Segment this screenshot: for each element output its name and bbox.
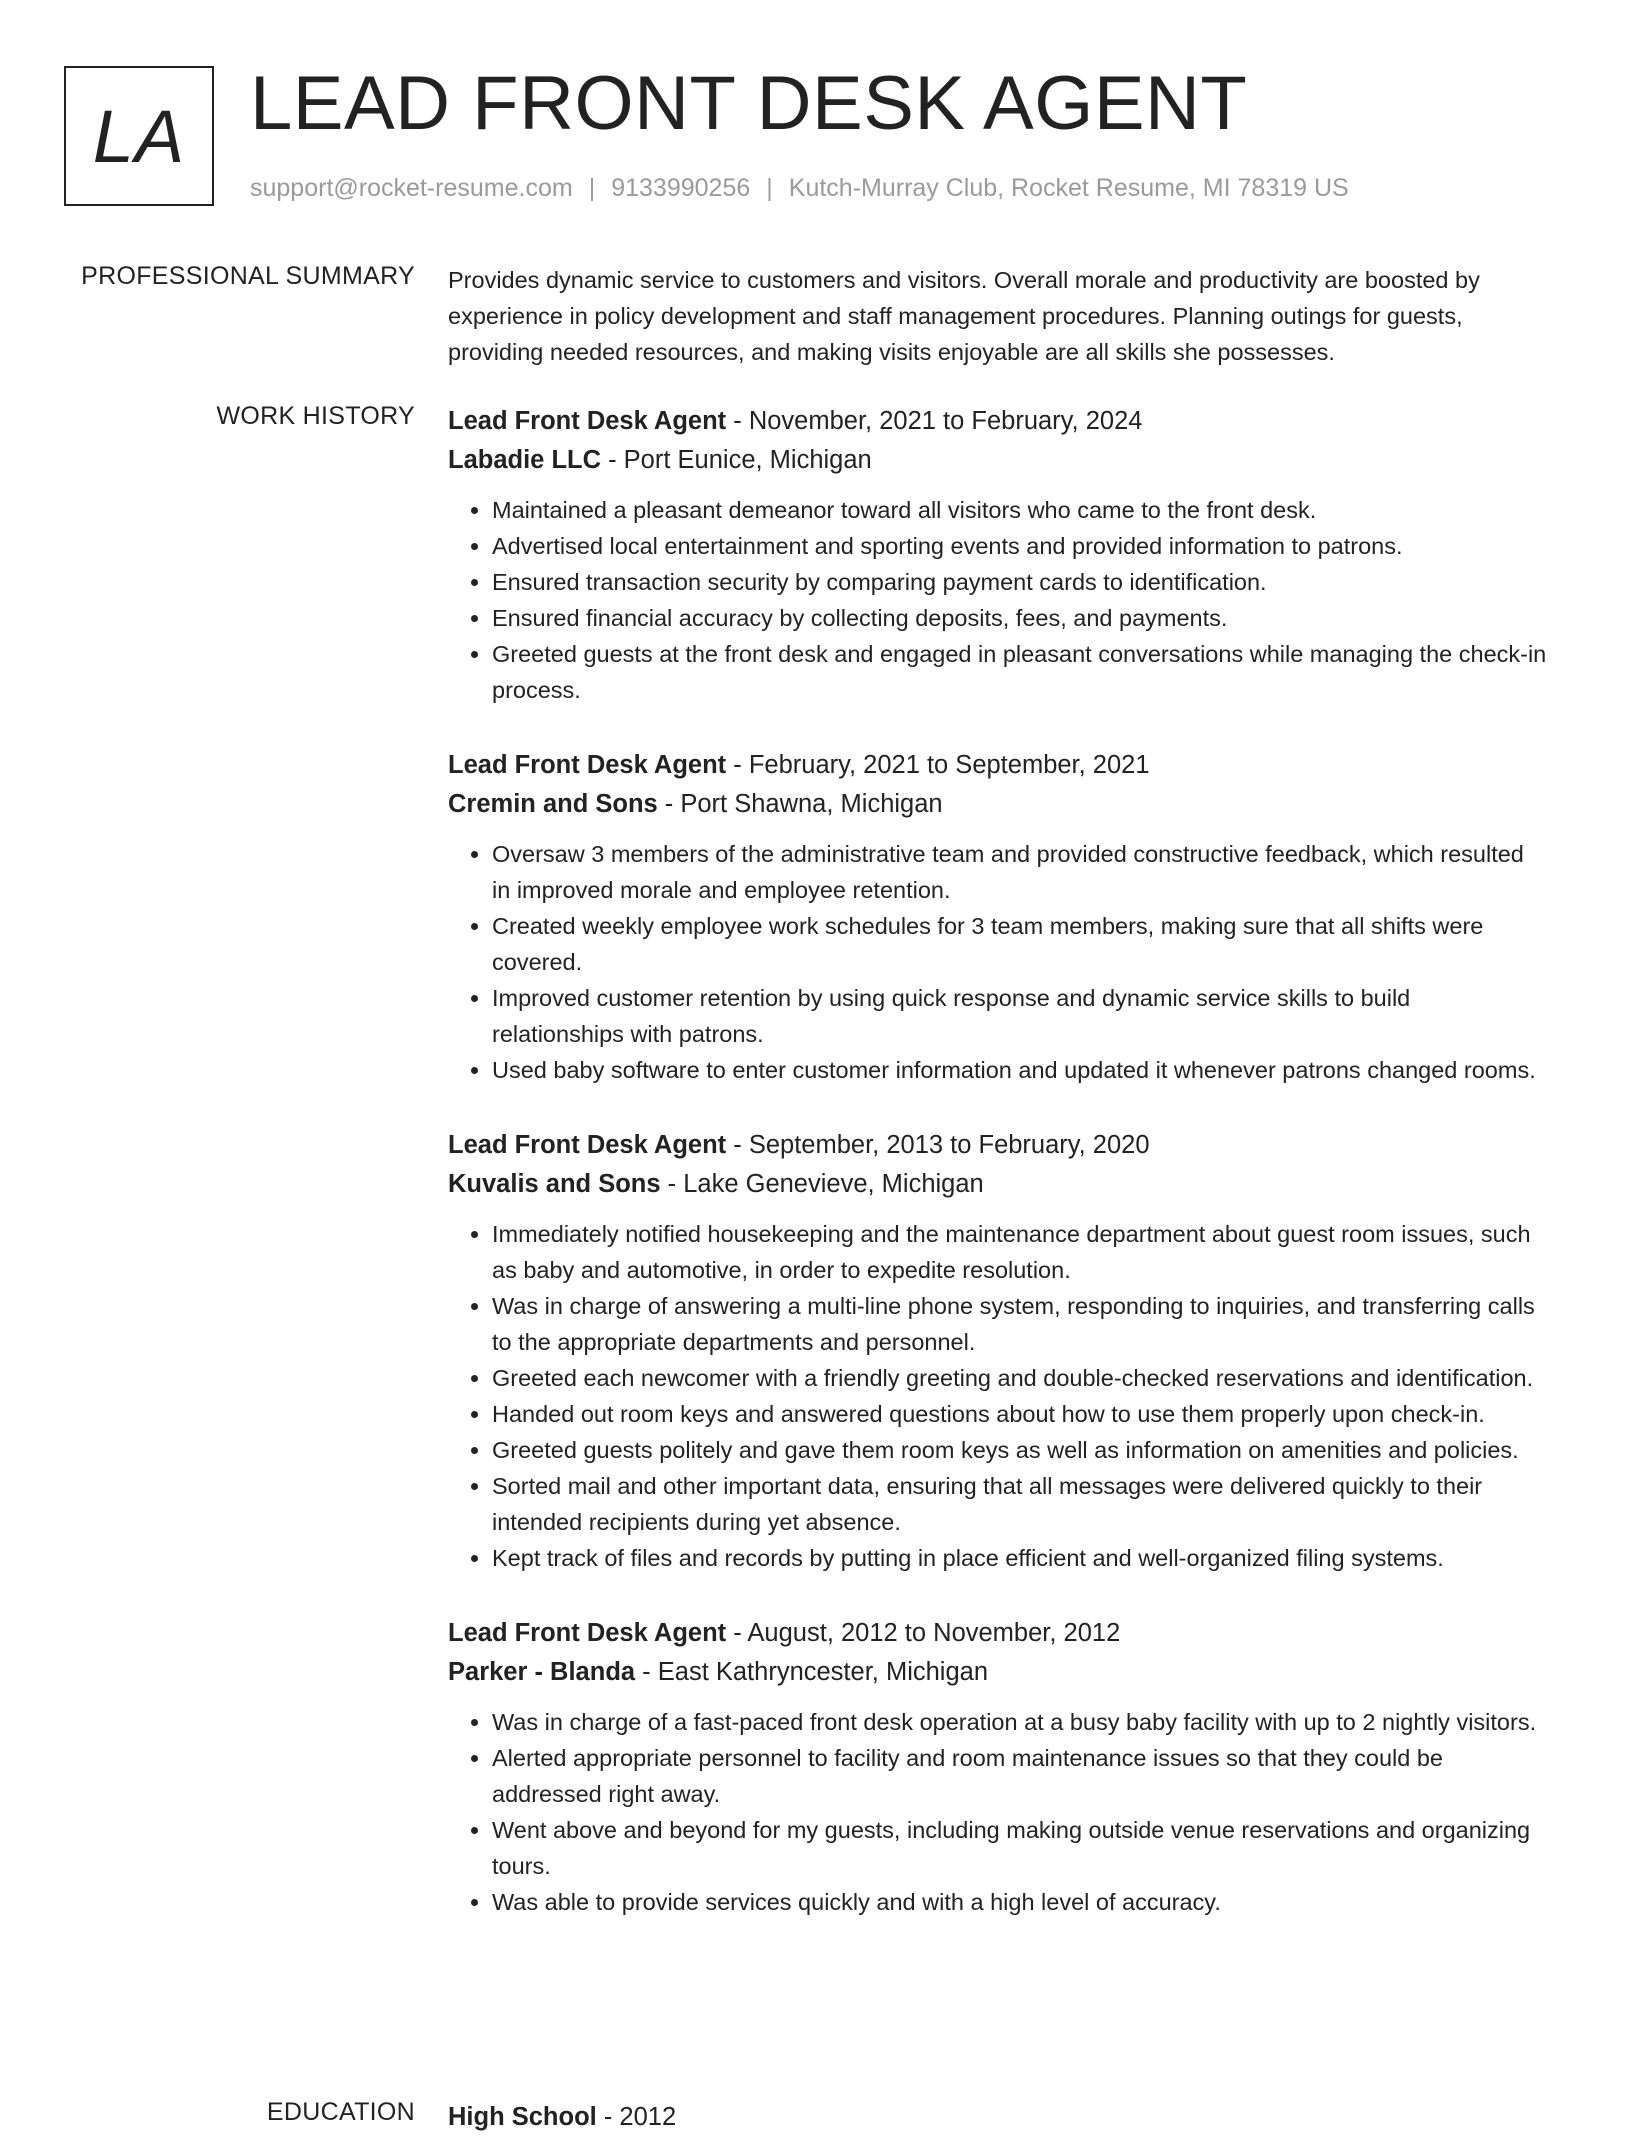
contact-separator: | (588, 174, 596, 202)
summary-text: Provides dynamic service to customers and visitors. Overall morale and productivity are boosted by experience in policy development and staff management procedures. Planning outings for guests, providing needed resources, and making visits enjoyable are all skills she possesses. (448, 267, 1480, 365)
job-dates: - August, 2012 to November, 2012 (726, 1619, 1121, 1647)
job-bullet-list (448, 836, 1548, 1088)
job-entry (448, 402, 1548, 708)
contact-separator: | (766, 174, 773, 202)
job-entry (448, 1614, 1548, 1920)
job-bullet: • Handed out room keys and answered questions about how to use them properly upon check-in. (492, 1396, 1548, 1432)
job-bullet: • Greeted each newcomer with a friendly greeting and double-checked reservations and identification. (492, 1360, 1548, 1396)
job-bullet: • Immediately notified housekeeping and the maintenance department about guest room issues, such as baby and automotive, in order to expedite resolution. (492, 1216, 1548, 1288)
job-company: Labadie LLC (448, 446, 602, 474)
job-company-line (448, 785, 1548, 824)
job-bullet: • Ensured financial accuracy by collecting deposits, fees, and payments. (492, 600, 1548, 636)
job-dates: - November, 2021 to February, 2024 (726, 407, 1143, 435)
job-bullet: • Went above and beyond for my guests, including making outside venue reservations and organizing tours. (492, 1812, 1548, 1884)
job-company: Cremin and Sons (448, 790, 658, 818)
job-company: Parker - Blanda (448, 1658, 636, 1686)
job-title: Lead Front Desk Agent (448, 751, 727, 779)
job-location: - Lake Genevieve, Michigan (660, 1170, 984, 1198)
education-line (448, 2098, 1548, 2137)
contact-address: Kutch-Murray Club, Rocket Resume, MI 78319 US (788, 174, 1349, 202)
job-bullet: • Improved customer retention by using quick response and dynamic service skills to build relationships with patrons. (492, 980, 1548, 1052)
job-title-line (448, 1614, 1548, 1653)
contact-phone: 9133990256 (611, 174, 751, 202)
job-title-line (448, 746, 1548, 785)
job-dates: - September, 2013 to February, 2020 (726, 1131, 1150, 1159)
resume-header (64, 61, 1572, 216)
job-bullet: • Greeted guests politely and gave them room keys as well as information on amenities and policies. (492, 1432, 1548, 1468)
job-bullet-list (448, 1216, 1548, 1576)
job-bullet: • Greeted guests at the front desk and engaged in pleasant conversations while managing the check-in process. (492, 636, 1548, 708)
job-company: Kuvalis and Sons (448, 1170, 661, 1198)
job-bullet-list (448, 1704, 1548, 1920)
job-bullet: • Was in charge of a fast-paced front desk operation at a busy baby facility with up to 2 nightly visitors. (492, 1704, 1548, 1740)
job-bullet: • Kept track of files and records by putting in place efficient and well-organized filing systems. (492, 1540, 1548, 1576)
monogram-logo: LA (64, 66, 214, 206)
job-company-line (448, 1653, 1548, 1692)
job-title-line (448, 402, 1548, 441)
education-year: - 2012 (596, 2103, 677, 2131)
job-title: Lead Front Desk Agent (448, 1131, 727, 1159)
job-entry (448, 746, 1548, 1088)
job-company-line (448, 1165, 1548, 1204)
education-body (448, 2098, 1548, 2137)
section-label-summary: PROFESSIONAL SUMMARY (81, 262, 415, 290)
job-bullet: • Alerted appropriate personnel to facility and room maintenance issues so that they could be addressed right away. (492, 1740, 1548, 1812)
job-company-line (448, 441, 1548, 480)
work-history-body (448, 402, 1548, 1958)
job-bullet: • Sorted mail and other important data, ensuring that all messages were delivered quickly to their intended recipients during yet absence. (492, 1468, 1548, 1540)
job-title: Lead Front Desk Agent (448, 1619, 727, 1647)
job-bullet-list (448, 492, 1548, 708)
contact-line (250, 174, 1349, 203)
job-bullet: • Created weekly employee work schedules for 3 team members, making sure that all shifts were covered. (492, 908, 1548, 980)
job-location: - Port Shawna, Michigan (657, 790, 943, 818)
job-entry (448, 1126, 1548, 1576)
contact-email: support@rocket-resume.com (250, 174, 573, 202)
section-label-education: EDUCATION (266, 2098, 415, 2126)
job-bullet: • Maintained a pleasant demeanor toward all visitors who came to the front desk. (492, 492, 1548, 528)
education-degree: High School (448, 2103, 597, 2131)
job-bullet: • Was in charge of answering a multi-line phone system, responding to inquiries, and transferring calls to the appropriate departments and personnel. (492, 1288, 1548, 1360)
summary-body (448, 262, 1548, 370)
job-location: - East Kathryncester, Michigan (635, 1658, 988, 1686)
job-location: - Port Eunice, Michigan (601, 446, 872, 474)
job-bullet: • Advertised local entertainment and sporting events and provided information to patrons. (492, 528, 1548, 564)
job-bullet: • Ensured transaction security by comparing payment cards to identification. (492, 564, 1548, 600)
job-bullet: • Used baby software to enter customer information and updated it whenever patrons changed rooms. (492, 1052, 1548, 1088)
job-bullet: • Was able to provide services quickly and with a high level of accuracy. (492, 1884, 1548, 1920)
job-dates: - February, 2021 to September, 2021 (726, 751, 1150, 779)
job-bullet: • Oversaw 3 members of the administrative team and provided constructive feedback, which resulted in improved morale and employee retention. (492, 836, 1548, 908)
section-label-work-history: WORK HISTORY (216, 402, 415, 430)
resume-title: LEAD FRONT DESK AGENT (250, 61, 1248, 146)
job-title-line (448, 1126, 1548, 1165)
job-title: Lead Front Desk Agent (448, 407, 727, 435)
